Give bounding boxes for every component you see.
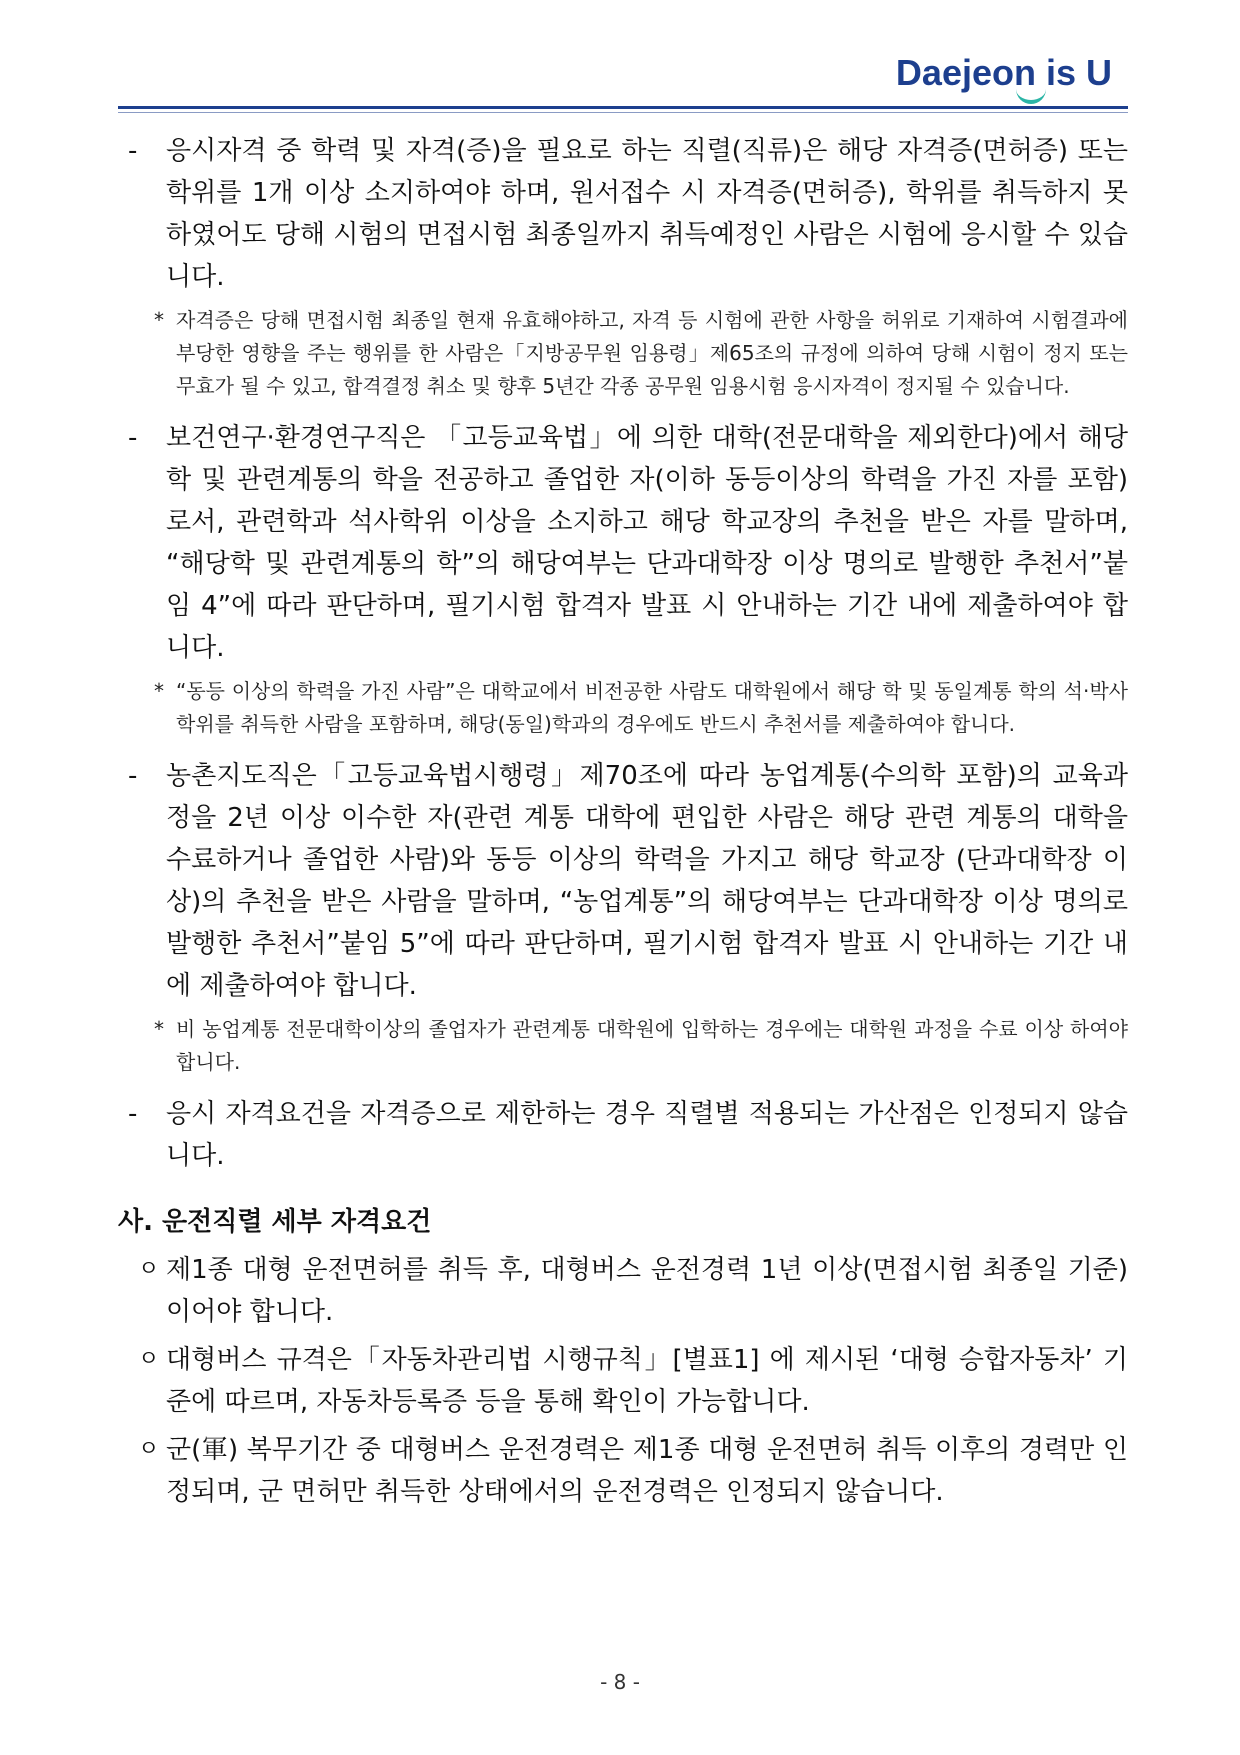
- circle-marker: ㅇ: [138, 1257, 160, 1282]
- driver-requirement-item: [118, 1339, 1128, 1423]
- driver-requirement-item: [118, 1429, 1128, 1513]
- circle-marker: ㅇ: [138, 1437, 160, 1462]
- dash-marker: -: [128, 761, 138, 791]
- logo-smile-icon: [1016, 88, 1046, 104]
- logo-text: Daejeon is U: [895, 52, 1112, 93]
- footnote-text: “동등 이상의 학력을 가진 사람”은 대학교에서 비전공한 사람도 대학원에서 해당 학 및 동일계통 학의 석·박사 학위를 취득한 사람을 포함하며, 해당(동일)학과의 경우에도 반드시 추천서를 제출하여야 합니다.: [176, 679, 1128, 736]
- circle-marker: ㅇ: [138, 1347, 160, 1372]
- driver-requirement-text: 제1종 대형 운전면허를 취득 후, 대형버스 운전경력 1년 이상(면접시험 최종일 기준)이어야 합니다.: [166, 1255, 1128, 1327]
- daejeon-logo: [896, 52, 1112, 94]
- requirement-item: [118, 755, 1128, 1007]
- requirement-text: 응시 자격요건을 자격증으로 제한하는 경우 직렬별 적용되는 가산점은 인정되지 않습니다.: [166, 1099, 1128, 1171]
- requirement-text: 보건연구·환경연구직은 「고등교육법」에 의한 대학(전문대학을 제외한다)에서 해당학 및 관련계통의 학을 전공하고 졸업한 자(이하 동등이상의 학력을 가진 자를 포함)로서, 관련학과 석사학위 이상을 소지하고 해당 학교장의 추천을 받은 자를 말하며, “해당학 및 관련계통의 학”의 해당여부는 단과대학장 이상 명의로 발행한 추천서”붙임 4”에 따라 판단하며, 필기시험 합격자 발표 시 안내하는 기간 내에 제출하여야 합니다.: [166, 423, 1128, 663]
- footnote-text: 자격증은 당해 면접시험 최종일 현재 유효해야하고, 자격 등 시험에 관한 사항을 허위로 기재하여 시험결과에 부당한 영향을 주는 행위를 한 사람은「지방공무원 임용령」제65조의 규정에 의하여 당해 시험이 정지 또는 무효가 될 수 있고, 합격결정 취소 및 향후 5년간 각종 공무원 임용시험 응시자격이 정지될 수 있습니다.: [176, 308, 1128, 398]
- asterisk-marker: *: [154, 308, 164, 332]
- driver-requirement-text: 군(軍) 복무기간 중 대형버스 운전경력은 제1종 대형 운전면허 취득 이후의 경력만 인정되며, 군 면허만 취득한 상태에서의 운전경력은 인정되지 않습니다.: [166, 1435, 1128, 1507]
- footnote-text: 비 농업계통 전문대학이상의 졸업자가 관련계통 대학원에 입학하는 경우에는 대학원 과정을 수료 이상 하여야 합니다.: [176, 1017, 1128, 1074]
- footnote: [118, 304, 1128, 403]
- asterisk-marker: *: [154, 1017, 164, 1041]
- requirement-item: [118, 130, 1128, 298]
- section-title: 사. 운전직렬 세부 자격요건: [118, 1207, 432, 1237]
- page-number: - 8 -: [600, 1670, 640, 1694]
- header-rule-thin: [118, 112, 1128, 113]
- dash-marker: -: [128, 136, 138, 166]
- footnote: [118, 675, 1128, 741]
- footnote: [118, 1013, 1128, 1079]
- header-rule: [118, 106, 1128, 109]
- dash-marker: -: [128, 423, 138, 453]
- requirement-item: [118, 1093, 1128, 1177]
- driver-requirement-item: [118, 1249, 1128, 1333]
- requirement-item: [118, 417, 1128, 669]
- requirement-text: 농촌지도직은「고등교육법시행령」제70조에 따라 농업계통(수의학 포함)의 교육과정을 2년 이상 이수한 자(관련 계통 대학에 편입한 사람은 해당 관련 계통의 대학을 수료하거나 졸업한 사람)와 동등 이상의 학력을 가지고 해당 학교장 (단과대학장 이상)의 추천을 받은 사람을 말하며, “농업계통”의 해당여부는 단과대학장 이상 명의로 발행한 추천서”붙임 5”에 따라 판단하며, 필기시험 합격자 발표 시 안내하는 기간 내에 제출하여야 합니다.: [166, 761, 1128, 1001]
- dash-marker: -: [128, 1099, 138, 1129]
- requirement-text: 응시자격 중 학력 및 자격(증)을 필요로 하는 직렬(직류)은 해당 자격증(면허증) 또는 학위를 1개 이상 소지하여야 하며, 원서접수 시 자격증(면허증), 학위를 취득하지 못하였어도 당해 시험의 면접시험 최종일까지 취득예정인 사람은 시험에 응시할 수 있습니다.: [166, 136, 1128, 292]
- asterisk-marker: *: [154, 679, 164, 703]
- driver-requirement-text: 대형버스 규격은「자동차관리법 시행규칙」[별표1] 에 제시된 ‘대형 승합자동차’ 기준에 따르며, 자동차등록증 등을 통해 확인이 가능합니다.: [166, 1345, 1128, 1417]
- document-body: [118, 130, 1128, 1519]
